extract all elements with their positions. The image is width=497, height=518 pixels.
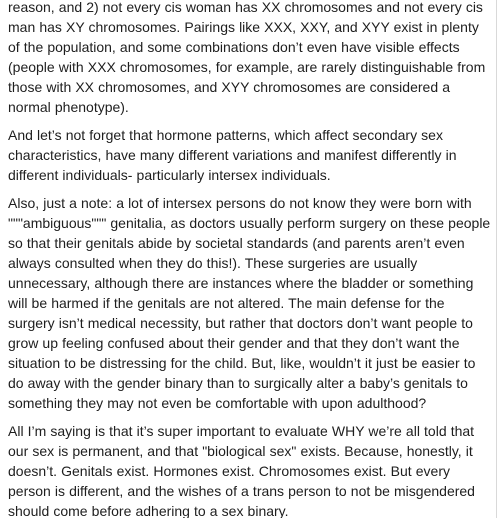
paragraph-conclusion: All I’m saying is that it’s super important to evaluate WHY we’re all told that our sex is permanent, and that "biological sex" exists. Because, honestly, it doesn’t. Genitals exist. Hormones exist. Chromosomes exist. But every person is different, and the wishes of a trans person to not be misgendered should come before adhering to a sex binary. (8, 423, 475, 518)
paragraph-intersex-surgery: Also, just a note: a lot of intersex persons do not know they were born with """ambiguous""" genitalia, as doctors usually perform surgery on these people so that their genitals abide by societal standards (and parents aren’t even always consulted when they do this!). These surgeries are usually unnecessary, although there are instances where the bladder or something will be harmed if the genitals are not altered. The main defense for the surgery isn’t medical necessity, but rather that doctors don’t want people to grow up feeling confused about their gender and that they don’t want the situation to be distressing for the child. But, like, wouldn’t it just be easier to do away with the gender binary than to surgically alter a baby’s genitals to something they may not even be comfortable with upon adulthood? (8, 195, 491, 411)
post-body (8, 0, 492, 518)
paragraph-hormones: And let’s not forget that hormone patterns, which affect secondary sex characteristics, have many different variations and manifest differently in different individuals- particularly intersex individuals. (8, 127, 457, 183)
paragraph-chromosomes: reason, and 2) not every cis woman has XX chromosomes and not every cis man has XY chromosomes. Pairings like XXX, XXY, and XYY exist in plenty of the population, and some combinations don’t even have visible effects (people with XXX chromosomes, for example, are rarely distinguishable from those with XX chromosomes, and XYY chromosomes are considered a normal phenotype). (8, 0, 486, 115)
